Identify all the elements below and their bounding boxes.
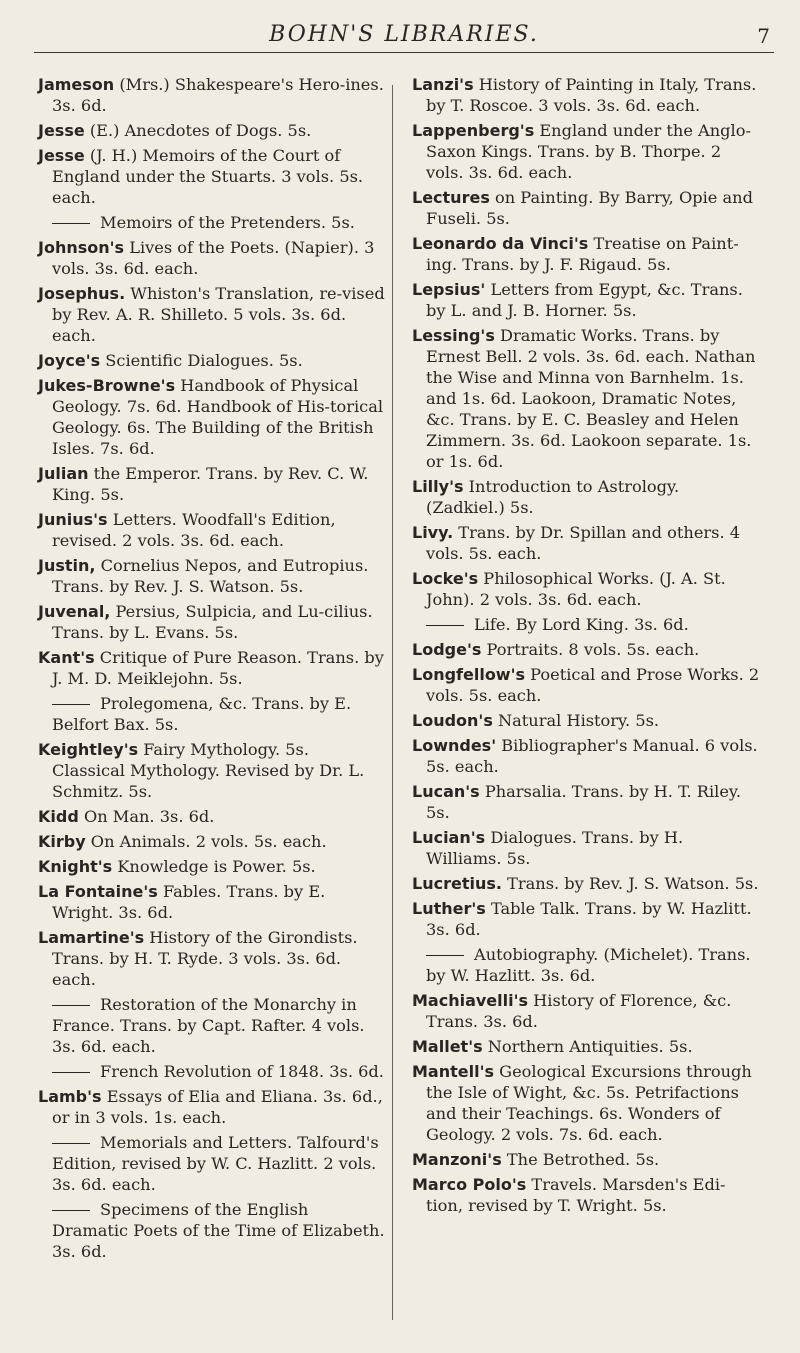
catalog-entry [38, 145, 386, 208]
catalog-entry [38, 1132, 386, 1195]
entry-text: On Animals. 2 vols. 5s. each. [85, 832, 327, 851]
catalog-entry [38, 74, 386, 116]
catalog-entry [412, 873, 760, 894]
entry-text: Dramatic Works. Trans. by Ernest Bell. 2 vols. 3s. 6d. each. Nathan the Wise and Minna von Barnhelm. 1s. and 1s. 6d. Laokoon, Dramatic Notes, &c. Trans. by E. C. Beasley and Helen Zimmern. 3s. 6d. Laokoon separate. 1s. or 1s. 6d. [426, 326, 756, 471]
catalog-entry [412, 1149, 760, 1170]
entry-author: Mantell's [412, 1062, 494, 1081]
entry-text: Persius, Sulpicia, and Lu-cilius. Trans. by L. Evans. 5s. [52, 602, 373, 642]
entry-author: Kidd [38, 807, 79, 826]
catalog-entry [412, 944, 760, 986]
entry-author: Lodge's [412, 640, 482, 659]
entry-author: Loudon's [412, 711, 493, 730]
entry-author: Lilly's [412, 477, 464, 496]
page-number: 7 [757, 24, 770, 48]
entry-author: Knight's [38, 857, 113, 876]
entry-text: Handbook of Physical Geology. 7s. 6d. Handbook of His-torical Geology. 6s. The Building of the British Isles. 7s. 6d. [52, 376, 384, 458]
entry-author: Lepsius' [412, 280, 486, 299]
entry-text: Specimens of the English Dramatic Poets of the Time of Elizabeth. 3s. 6d. [52, 1200, 385, 1261]
catalog-entry [412, 233, 760, 275]
catalog-entry [38, 831, 386, 852]
catalog-entry [38, 881, 386, 923]
entry-text: Critique of Pure Reason. Trans. by J. M. D. Meiklejohn. 5s. [52, 648, 384, 688]
catalog-entry [38, 601, 386, 643]
entry-text: French Revolution of 1848. 3s. 6d. [100, 1062, 384, 1081]
entry-text: Memorials and Letters. Talfourd's Edition, revised by W. C. Hazlitt. 2 vols. 3s. 6d. each. [52, 1133, 379, 1194]
catalog-entry [412, 710, 760, 731]
entry-text: History of Painting in Italy, Trans. by T. Roscoe. 3 vols. 3s. 6d. each. [426, 75, 757, 115]
entry-author: Lectures [412, 188, 490, 207]
entry-text: Fairy Mythology. 5s. Classical Mythology. Revised by Dr. L. Schmitz. 5s. [52, 740, 365, 801]
entry-author: Julian [38, 464, 89, 483]
catalog-entry [412, 325, 760, 472]
catalog-entry [412, 74, 760, 116]
entry-author: Kirby [38, 832, 86, 851]
entry-author: Jesse [38, 121, 85, 140]
header-rule [34, 52, 774, 53]
entry-author: Jameson [38, 75, 115, 94]
ditto-dash [426, 625, 464, 626]
catalog-entry [412, 476, 760, 518]
entry-text: Pharsalia. Trans. by H. T. Riley. 5s. [426, 782, 742, 822]
entry-author: Jesse [38, 146, 85, 165]
entry-text: Essays of Elia and Eliana. 3s. 6d., or in 3 vols. 1s. each. [52, 1087, 383, 1127]
catalog-entry [38, 856, 386, 877]
catalog-entry [38, 739, 386, 802]
entry-author: Lamb's [38, 1087, 102, 1106]
right-column [412, 74, 760, 1220]
catalog-entry [412, 614, 760, 635]
entry-text: Trans. by Dr. Spillan and others. 4 vols. 5s. each. [426, 523, 741, 563]
entry-text: Cornelius Nepos, and Eutropius. Trans. by Rev. J. S. Watson. 5s. [52, 556, 369, 596]
entry-author: Lucian's [412, 828, 486, 847]
entry-author: Juvenal, [38, 602, 111, 621]
entry-author: Junius's [38, 510, 108, 529]
entry-author: La Fontaine's [38, 882, 158, 901]
entry-author: Lowndes' [412, 736, 497, 755]
catalog-entry [38, 994, 386, 1057]
entry-text: Introduction to Astrology. (Zadkiel.) 5s. [426, 477, 680, 517]
entry-text: On Man. 3s. 6d. [78, 807, 215, 826]
catalog-entry [38, 555, 386, 597]
entry-text: Poetical and Prose Works. 2 vols. 5s. each. [426, 665, 760, 705]
entry-text: History of the Girondists. Trans. by H. T. Ryde. 3 vols. 3s. 6d. each. [52, 928, 358, 989]
entry-text: Lives of the Poets. (Napier). 3 vols. 3s. 6d. each. [52, 238, 375, 278]
entry-text: the Emperor. Trans. by Rev. C. W. King. 5s. [52, 464, 369, 504]
left-column [38, 74, 386, 1266]
entry-text: (Mrs.) Shakespeare's Hero-ines. 3s. 6d. [52, 75, 384, 115]
catalog-entry [412, 781, 760, 823]
column-divider [392, 85, 393, 1320]
catalog-entry [412, 279, 760, 321]
entry-text: Travels. Marsden's Edi-tion, revised by T. Wright. 5s. [426, 1175, 726, 1215]
entry-author: Marco Polo's [412, 1175, 527, 1194]
catalog-entry [412, 1174, 760, 1216]
entry-author: Justin, [38, 556, 96, 575]
entry-text: Philosophical Works. (J. A. St. John). 2 vols. 3s. 6d. each. [426, 569, 726, 609]
entry-text: Restoration of the Monarchy in France. Trans. by Capt. Rafter. 4 vols. 3s. 6d. each. [52, 995, 365, 1056]
entry-author: Lucan's [412, 782, 480, 801]
entry-text: Knowledge is Power. 5s. [112, 857, 316, 876]
catalog-entry [38, 806, 386, 827]
ditto-dash [52, 1210, 90, 1211]
entry-author: Joyce's [38, 351, 101, 370]
catalog-entry [412, 1036, 760, 1057]
entry-text: Fables. Trans. by E. Wright. 3s. 6d. [52, 882, 326, 922]
entry-text: Bibliographer's Manual. 6 vols. 5s. each. [426, 736, 758, 776]
ditto-dash [52, 1143, 90, 1144]
catalog-entry [412, 522, 760, 564]
catalog-entry [38, 927, 386, 990]
entry-text: Prolegomena, &c. Trans. by E. Belfort Bax. 5s. [52, 694, 352, 734]
catalog-entry [38, 350, 386, 371]
ditto-dash [52, 1005, 90, 1006]
catalog-entry [38, 1086, 386, 1128]
catalog-entry [38, 1199, 386, 1262]
ditto-dash [52, 1072, 90, 1073]
entry-author: Lappenberg's [412, 121, 535, 140]
entry-text: Scientific Dialogues. 5s. [100, 351, 303, 370]
catalog-entry [412, 1061, 760, 1145]
entry-author: Josephus. [38, 284, 126, 303]
ditto-dash [52, 704, 90, 705]
entry-text: Northern Antiquities. 5s. [482, 1037, 693, 1056]
entry-text: (E.) Anecdotes of Dogs. 5s. [84, 121, 312, 140]
entry-author: Leonardo da Vinci's [412, 234, 589, 253]
entry-author: Luther's [412, 899, 486, 918]
catalog-entry [412, 639, 760, 660]
entry-text: Letters. Woodfall's Edition, revised. 2 vols. 3s. 6d. each. [52, 510, 336, 550]
catalog-entry [38, 647, 386, 689]
catalog-entry [412, 827, 760, 869]
entry-text: Autobiography. (Michelet). Trans. by W. Hazlitt. 3s. 6d. [426, 945, 751, 985]
entry-author: Johnson's [38, 238, 125, 257]
entry-text: Dialogues. Trans. by H. Williams. 5s. [426, 828, 684, 868]
entry-author: Longfellow's [412, 665, 526, 684]
catalog-entry [412, 990, 760, 1032]
entry-text: on Painting. By Barry, Opie and Fuseli. 5s. [426, 188, 753, 228]
entry-author: Locke's [412, 569, 479, 588]
entry-text: Portraits. 8 vols. 5s. each. [481, 640, 700, 659]
entry-text: Whiston's Translation, re-vised by Rev. A. R. Shilleto. 5 vols. 3s. 6d. each. [52, 284, 385, 345]
catalog-entry [38, 237, 386, 279]
entry-text: Trans. by Rev. J. S. Watson. 5s. [501, 874, 759, 893]
entry-author: Jukes-Browne's [38, 376, 176, 395]
catalog-entry [38, 463, 386, 505]
catalog-entry [412, 120, 760, 183]
page-header [34, 22, 774, 62]
catalog-entry [412, 664, 760, 706]
entry-author: Lessing's [412, 326, 495, 345]
entry-text: Natural History. 5s. [492, 711, 660, 730]
entry-author: Machiavelli's [412, 991, 529, 1010]
entry-text: History of Florence, &c. Trans. 3s. 6d. [426, 991, 732, 1031]
catalog-entry [38, 693, 386, 735]
entry-text: The Betrothed. 5s. [501, 1150, 660, 1169]
running-title: BOHN'S LIBRARIES. [269, 22, 539, 47]
entry-text: Life. By Lord King. 3s. 6d. [474, 615, 689, 634]
catalog-entry [38, 212, 386, 233]
entry-author: Keightley's [38, 740, 139, 759]
catalog-entry [38, 1061, 386, 1082]
entry-text: Table Talk. Trans. by W. Hazlitt. 3s. 6d. [426, 899, 752, 939]
entry-text: Memoirs of the Pretenders. 5s. [100, 213, 355, 232]
entry-text: Geological Excursions through the Isle of Wight, &c. 5s. Petrifactions and their Teachings. 6s. Wonders of Geology. 2 vols. 7s. 6d. each. [426, 1062, 752, 1144]
entry-author: Manzoni's [412, 1150, 502, 1169]
entry-text: Treatise on Paint-ing. Trans. by J. F. Rigaud. 5s. [426, 234, 739, 274]
catalog-entry [38, 120, 386, 141]
entry-author: Lucretius. [412, 874, 502, 893]
catalog-entry [412, 187, 760, 229]
catalog-entry [38, 283, 386, 346]
entry-author: Livy. [412, 523, 454, 542]
entry-author: Kant's [38, 648, 95, 667]
catalog-entry [38, 375, 386, 459]
ditto-dash [426, 955, 464, 956]
entry-author: Lamartine's [38, 928, 145, 947]
ditto-dash [52, 223, 90, 224]
catalog-entry [412, 735, 760, 777]
entry-author: Lanzi's [412, 75, 474, 94]
entry-text: Letters from Egypt, &c. Trans. by L. and J. B. Horner. 5s. [426, 280, 743, 320]
catalog-entry [412, 898, 760, 940]
entry-text: England under the Anglo-Saxon Kings. Trans. by B. Thorpe. 2 vols. 3s. 6d. each. [426, 121, 751, 182]
entry-author: Mallet's [412, 1037, 483, 1056]
entry-text: (J. H.) Memoirs of the Court of England under the Stuarts. 3 vols. 5s. each. [52, 146, 364, 207]
catalog-entry [412, 568, 760, 610]
catalog-entry [38, 509, 386, 551]
